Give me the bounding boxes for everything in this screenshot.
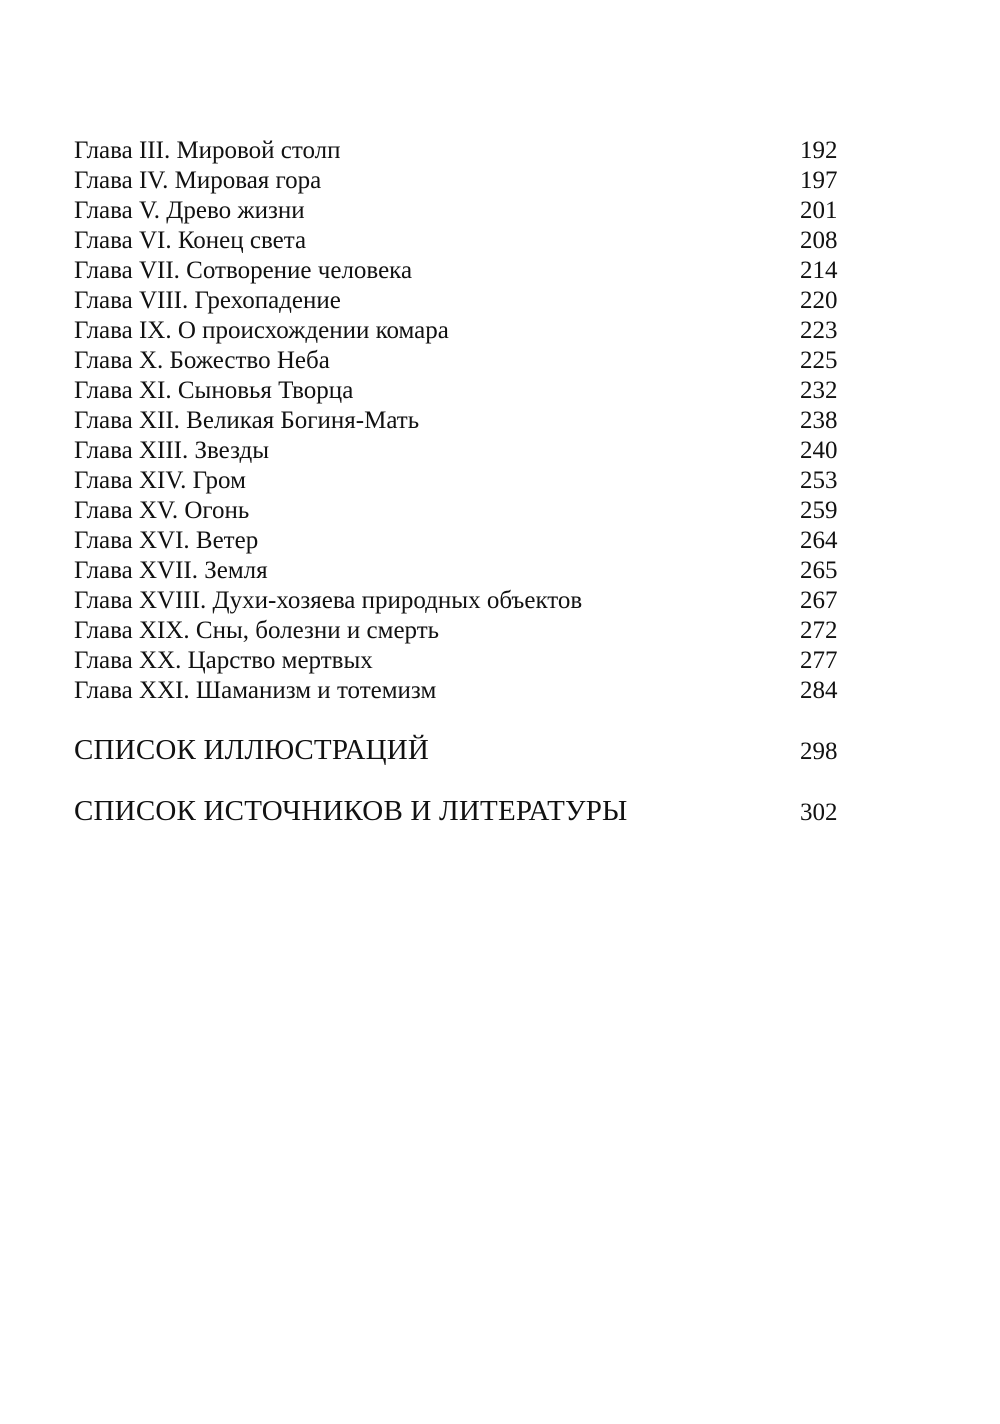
toc-entry xyxy=(74,616,844,646)
toc-entry-title: Глава XIX. Сны, болезни и смерть xyxy=(74,617,440,644)
toc-entry-title: Глава III. Мировой столп xyxy=(74,137,341,164)
toc-entry-title: Глава XVIII. Духи-хозяева природных объектов xyxy=(74,587,583,614)
toc-entry-page: 259 xyxy=(800,497,838,524)
table-of-contents xyxy=(74,136,844,828)
toc-entry-page: 220 xyxy=(800,287,838,314)
toc-section-page: 298 xyxy=(800,738,838,765)
toc-entry-page: 214 xyxy=(800,257,838,284)
toc-entry-title: Глава VII. Сотворение человека xyxy=(74,257,413,284)
toc-entry-title: Глава VI. Конец света xyxy=(74,227,307,254)
toc-entry-title: Глава XIV. Гром xyxy=(74,467,246,494)
toc-entry-title: Глава X. Божество Неба xyxy=(74,347,330,374)
toc-entry-page: 201 xyxy=(800,197,838,224)
toc-entry-page: 225 xyxy=(800,347,838,374)
toc-entry-title: Глава V. Древо жизни xyxy=(74,197,305,224)
toc-entry xyxy=(74,466,844,496)
toc-section-page: 302 xyxy=(800,799,838,826)
toc-section-title: СПИСОК ИСТОЧНИКОВ И ЛИТЕРАТУРЫ xyxy=(74,795,628,827)
toc-entry-title: Глава XX. Царство мертвых xyxy=(74,647,373,674)
toc-entry-page: 192 xyxy=(800,137,838,164)
toc-entry-page: 265 xyxy=(800,557,838,584)
toc-entry xyxy=(74,256,844,286)
toc-entry xyxy=(74,676,844,706)
toc-entry xyxy=(74,316,844,346)
toc-entry-page: 284 xyxy=(800,677,838,704)
toc-entry-title: Глава VIII. Грехопадение xyxy=(74,287,341,314)
toc-entry xyxy=(74,526,844,556)
toc-section-illustrations xyxy=(74,734,844,767)
toc-section-title: СПИСОК ИЛЛЮСТРАЦИЙ xyxy=(74,734,430,766)
toc-entry-page: 277 xyxy=(800,647,838,674)
toc-entry-page: 208 xyxy=(800,227,838,254)
toc-entry xyxy=(74,406,844,436)
toc-entry xyxy=(74,136,844,166)
toc-entry-page: 232 xyxy=(800,377,838,404)
toc-entry xyxy=(74,166,844,196)
toc-entry xyxy=(74,556,844,586)
toc-entry xyxy=(74,436,844,466)
toc-entry-page: 238 xyxy=(800,407,838,434)
toc-entry-title: Глава XXI. Шаманизм и тотемизм xyxy=(74,677,437,704)
toc-entry xyxy=(74,586,844,616)
toc-entry-title: Глава IV. Мировая гора xyxy=(74,167,322,194)
toc-entry-page: 272 xyxy=(800,617,838,644)
toc-entry xyxy=(74,496,844,526)
toc-entry xyxy=(74,226,844,256)
toc-entry xyxy=(74,376,844,406)
toc-entry xyxy=(74,196,844,226)
toc-entry xyxy=(74,346,844,376)
toc-entry-title: Глава XVI. Ветер xyxy=(74,527,259,554)
toc-section-sources xyxy=(74,795,844,828)
toc-entry xyxy=(74,646,844,676)
toc-entry-page: 253 xyxy=(800,467,838,494)
toc-entry-page: 197 xyxy=(800,167,838,194)
toc-entry-page: 267 xyxy=(800,587,838,614)
toc-entry-page: 264 xyxy=(800,527,838,554)
toc-entry-title: Глава XII. Великая Богиня-Мать xyxy=(74,407,420,434)
toc-entry-title: Глава XVII. Земля xyxy=(74,557,268,584)
toc-entry-title: Глава XV. Огонь xyxy=(74,497,250,524)
toc-entry-page: 223 xyxy=(800,317,838,344)
toc-entry xyxy=(74,286,844,316)
toc-entry-page: 240 xyxy=(800,437,838,464)
toc-entry-title: Глава XIII. Звезды xyxy=(74,437,270,464)
toc-entry-title: Глава IX. О происхождении комара xyxy=(74,317,449,344)
toc-entry-title: Глава XI. Сыновья Творца xyxy=(74,377,354,404)
